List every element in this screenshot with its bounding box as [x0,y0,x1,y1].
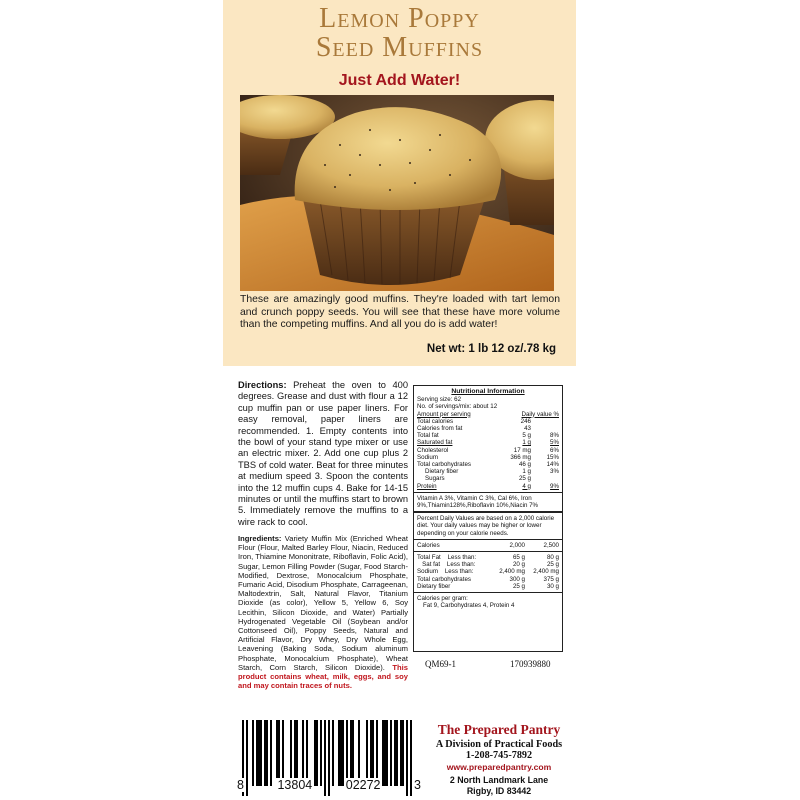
company-phone: 1-208-745-7892 [465,750,533,761]
nutrient-amount: 1 g [522,468,531,476]
nutrient-row [417,454,559,461]
barcode-bar [290,720,292,786]
nutrient-amount: 1 g [522,439,531,447]
reference-cell: 300 g [509,575,525,583]
barcode-bar [338,720,344,786]
allergen-statement: This product contains wheat, milk, eggs, and soy and may contain traces of nuts. [238,662,408,691]
barcode-digit-group-1: 13804 [277,778,313,792]
nutrient-name: Total fat [417,432,439,440]
product-code: QM69-1 [425,659,456,669]
muffin-photo [240,95,554,291]
barcode-digit-check: 3 [414,778,421,792]
reference-cell: 375 g [543,575,559,583]
company-division: A Division of Practical Foods [435,739,563,750]
directions-label: Directions: [238,380,287,390]
reference-cell: Sat fat Less than: [417,561,476,569]
barcode-digit-prefix: 8 [237,778,244,792]
reference-row [417,583,559,590]
nutrition-heading: Nutritional Information [451,388,525,395]
nutrient-amount: 5 g [522,432,531,440]
barcode-bar [400,720,404,786]
reference-cell: Sodium Less than: [417,568,474,576]
product-title [223,4,576,62]
reference-cell: Total Fat Less than: [417,554,477,562]
product-title-line-2: Seed Muffins [315,32,484,63]
ingredients-label: Ingredients: [238,534,282,543]
nutrient-daily-value: 8% [550,432,559,440]
nutrient-name: Cholesterol [417,446,449,454]
reference-cell: Total carbohydrates [417,575,471,583]
reference-cell: 30 g [546,582,559,590]
nutrient-rows [417,418,559,490]
nutrient-amount: 366 mg [510,453,531,461]
barcode-bar [306,720,308,786]
nutrient-name: Protein [417,482,437,490]
nutrient-daily-value: 15% [546,453,559,461]
barcode-bar [332,720,334,786]
reference-cell: 2,400 mg [533,568,559,576]
reference-cell: 20 g [512,561,525,569]
nutrient-name: Sugars [425,475,445,483]
calories-per-gram-label: Calories per gram: [417,595,468,603]
nutrient-daily-value: 3% [550,468,559,476]
reference-cell: Dietary fiber [417,582,451,590]
barcode-bar [358,720,360,786]
front-label [223,0,576,366]
nutrient-name: Saturated fat [417,439,453,447]
daily-value-footnote: Percent Daily Values are based on a 2,000 calorie diet. Your daily values may be higher or lower depending on your calorie needs. [417,515,555,537]
company-name: The Prepared Pantry [437,722,561,737]
reference-cell: 65 g [512,554,525,562]
reference-cell: 2,400 mg [499,568,525,576]
barcode-bar [270,720,272,786]
nutrient-amount: 46 g [518,461,531,469]
nutrient-name: Total calories [417,417,454,425]
company-address [418,775,580,796]
reference-cell: 25 g [512,582,525,590]
nutrient-daily-value: 9% [550,482,559,490]
nutrient-amount: 43 [524,425,531,433]
nutrient-row [417,447,559,454]
reference-row [417,576,559,583]
directions-text: Preheat the oven to 400 degrees. Grease and dust with flour a 12 cup muffin pan or use paper liners. For easy removal, paper liners are recommended. 1. Empty contents into the bowl of your stand type mixer or use an electric mixer. 2. Add one cup plus 2 TBS of cold water. Beat for three minutes at medium speed 3. Spoon the contents into the 12 muffin cups 4. Bake for 14-15 minutes or until the muffins start to brown 5. Immediately remove the muffins to a wire rack to cool. [238,380,408,527]
reference-row [417,561,559,568]
ref-calories-label: Calories [417,541,440,549]
barcode-bar [302,720,304,786]
company-info [418,722,580,796]
reference-rows [417,554,559,590]
calories-per-gram-values: Fat 9, Carbohydrates 4, Protein 4 [423,602,515,610]
nutrient-row [417,425,559,432]
nutrient-row [417,483,559,490]
nutrient-name: Dietary fiber [425,468,459,476]
nutrient-amount: 17 mg [513,446,531,454]
tagline: Just Add Water! [338,72,461,89]
address-line-1: 2 North Landmark Lane [449,775,549,785]
vitamins-line: Vitamin A 3%, Vitamin C 3%, Cal 6%, Iron 9%,Thiamin128%,Riboflavin 10%,Niacin 7% [417,494,539,510]
reference-cell: 80 g [546,554,559,562]
barcode-bar [256,720,262,786]
barcode-bar [294,720,298,786]
barcode-bar [264,720,268,786]
nutrient-name: Sodium [417,453,438,461]
nutrient-daily-value [531,425,559,432]
nutrient-row [417,418,559,425]
nutrient-amount: 4 g [522,482,531,490]
reference-header [417,542,559,549]
amount-header: Amount per serving [417,410,471,418]
barcode-digits [236,778,422,792]
nutrient-amount: 246 [520,417,531,425]
barcode-bar [282,720,284,786]
nutrition-panel [413,385,563,652]
address-line-2: Rigby, ID 83442 [466,785,532,796]
barcode-digit-group-2: 02272 [345,778,381,792]
barcode-bar [390,720,392,786]
product-title-line-1: Lemon Poppy [319,3,480,34]
nutrition-column-headers [417,411,559,418]
barcode-bar [252,720,254,786]
barcode-bar [382,720,388,786]
barcode-bar [276,720,280,786]
net-weight: Net wt: 1 lb 12 oz/.78 kg [426,343,556,355]
barcode-bar [346,720,348,786]
directions-section [238,380,408,528]
ingredients-section [238,534,408,690]
daily-value-header: Daily value % [521,410,559,418]
nutrient-daily-value [531,475,559,482]
nutrient-daily-value: 14% [546,461,559,469]
nutrient-name: Calories from fat [417,425,463,433]
lot-number: 170939880 [510,659,551,669]
nutrient-daily-value [531,418,559,425]
reference-row [417,568,559,575]
barcode-bar [320,720,322,786]
ref-2000: 2,000 [509,541,525,549]
nutrient-row [417,468,559,475]
nutrient-row [417,439,559,446]
company-website[interactable]: www.preparedpantry.com [446,762,552,772]
nutrient-row [417,432,559,439]
barcode-bar [376,720,378,786]
nutrient-row [417,475,559,482]
ingredients-text: Variety Muffin Mix (Enriched Wheat Flour (Flour, Malted Barley Flour, Niacin, Reduced Iron, Thiamine Mononitrate, Riboflavin, Folic Acid), Sugar, Lemon Filling Powder (Sugar, Food Starch-Modified, Dextrose, Monocalcium Phosphate, Fumaric Acid, Disodium Phosphate, Carrageenan, Maltodextrin, Salt, Natural Flavor, Titanium Dioxide (as color), Yellow 5, Yellow 6, Soy Lecithin, Silicon Dioxide, and Water) Partially Hydrogenated Vegetable Oil (Soybean and/or Cottonseed Oil), Poppy Seeds, Natural and Artificial Flavor, Dry Whey, Dry Whole Egg, Leavening (Baking Soda, Sodium aluminum Phosphate, Monocalcium Phosphate), Wheat Starch, Corn Starch, Silicon Dioxide). [238,534,408,672]
servings-per-mix: No. of servings/mix: about 12 [417,403,498,411]
barcode-bar [366,720,368,786]
barcode-bar [370,720,374,786]
barcode-bar [314,720,318,786]
nutrient-daily-value: 6% [550,446,559,454]
reference-cell: 25 g [546,561,559,569]
nutrient-amount: 25 g [518,475,531,483]
barcode-bar [394,720,398,786]
ref-2500: 2,500 [543,541,559,549]
serving-size: Serving size: 62 [417,396,462,404]
nutrient-daily-value: 5% [550,439,559,447]
product-description: These are amazingly good muffins. They're loaded with tart lemon and crunch poppy seeds. You will see that these have more volume than the competing muffins. And all you do is add water! [240,294,560,330]
nutrient-row [417,461,559,468]
barcode-bar [350,720,354,786]
reference-row [417,554,559,561]
nutrient-name: Total carbohydrates [417,461,471,469]
